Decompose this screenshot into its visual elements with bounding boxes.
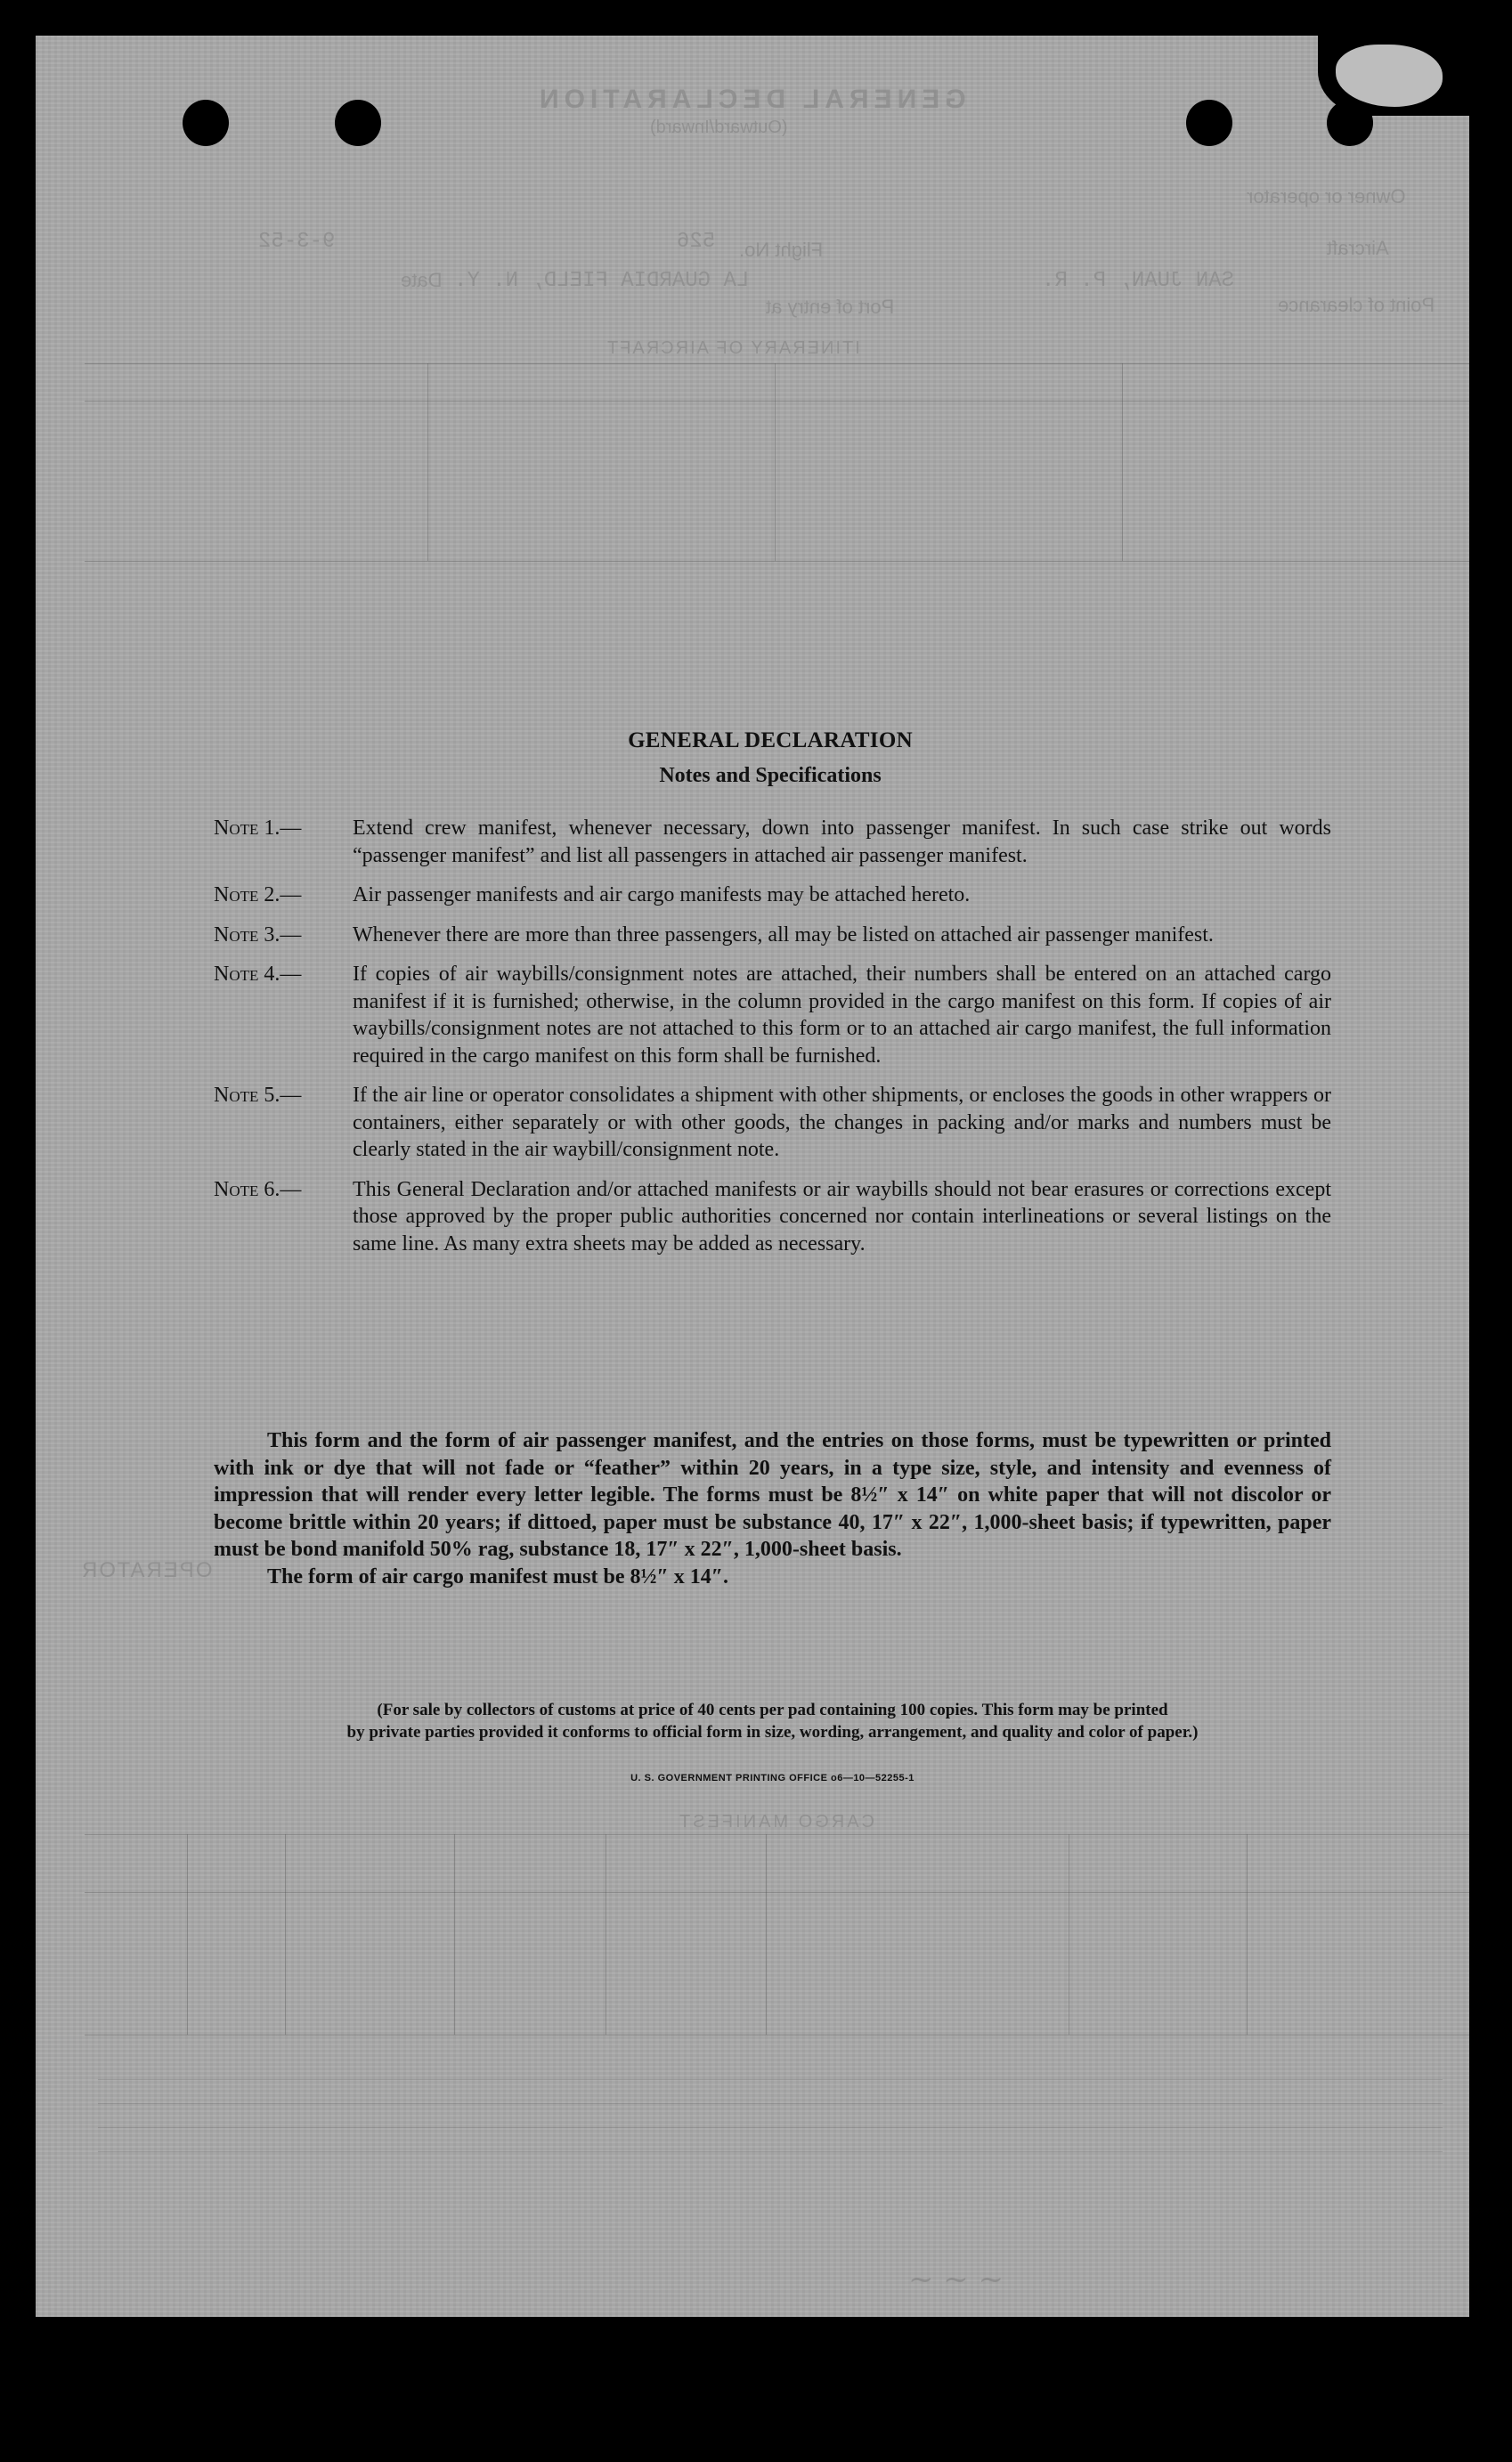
sale-notice	[214, 1699, 1331, 1743]
page-subtitle: Notes and Specifications	[659, 764, 882, 787]
show-through-field-flight: 526	[677, 230, 716, 254]
note-text: This General Declaration and/or attached manifests or air waybills should not bear erasures or corrections except those approved by the proper public authorities concerned nor contain interlineations or several listings on the same line. As many extra sheets may be added as necessary.	[353, 1177, 1331, 1255]
show-through-header-sub: (Outward/Inward)	[650, 118, 788, 137]
note-label: Note 2.	[214, 883, 280, 906]
note-6: Note 6.— This General Declaration and/or attached manifests or air waybills should not bear erasures or corrections except those approved by the proper public authorities concerned nor contain interlineations or several listings on the same line. As many extra sheets may be added as necessary.	[214, 1177, 1331, 1255]
show-through-port: Port of entry at	[766, 296, 895, 318]
note-label: Note 4.	[214, 963, 280, 986]
note-1: Note 1.— Extend crew manifest, whenever necessary, down into passenger manifest. In such case strike out words “passenger manifest” and list all passengers in attached air passenger manifest.	[214, 817, 1331, 867]
show-through-date: Date	[401, 269, 443, 291]
punch-hole	[335, 100, 381, 146]
show-through-flight: Flight No.	[739, 239, 824, 261]
punch-hole	[183, 100, 229, 146]
note-text: Whenever there are more than three passengers, all may be listed on attached air passenger manifest.	[353, 922, 1214, 947]
torn-corner	[1318, 36, 1469, 116]
show-through-aircraft: Aircraft	[1327, 237, 1389, 259]
note-text: Air passenger manifests and air cargo manifests may be attached hereto.	[353, 883, 971, 906]
document-page	[36, 36, 1469, 2317]
note-label: Note 3.	[214, 922, 280, 947]
form-requirements-paragraph	[214, 1427, 1331, 1590]
gpo-imprint: U. S. GOVERNMENT PRINTING OFFICE o6—10—52255-1	[630, 1773, 915, 1784]
note-2: Note 2.— Air passenger manifests and air cargo manifests may be attached hereto.	[214, 883, 971, 906]
note-label: Note 6.	[214, 1177, 280, 1201]
note-4: Note 4.— If copies of air waybills/consignment notes are attached, their numbers shall be entered on an attached cargo manifest if it is furnished; otherwise, in the column provided in the cargo manifest on this form. If copies of air waybills/consignment notes are not attached to this form or to an attached air cargo manifest, the full information required in the cargo manifest on this form shall be furnished.	[214, 963, 1331, 1068]
note-text: If copies of air waybills/consignment notes are attached, their numbers shall be entered on an attached cargo manifest if it is furnished; otherwise, in the column provided in the cargo manifest on this form. If copies of air waybills/consignment notes are not attached to this form or to an attached air cargo manifest, the full information required in the cargo manifest on this form shall be furnished.	[353, 963, 1331, 1068]
page-title: GENERAL DECLARATION	[628, 728, 913, 752]
note-label: Note 5.	[214, 1084, 280, 1107]
note-3: Note 3.— Whenever there are more than three passengers, all may be listed on attached air passenger manifest.	[214, 922, 1214, 947]
note-text: Extend crew manifest, whenever necessary, down into passenger manifest. In such case strike out words “passenger manifest” and list all passengers in attached air passenger manifest.	[353, 817, 1331, 867]
show-through-cargo: CARGO MANIFEST	[677, 1812, 875, 1832]
show-through-owner: Owner or operator	[1247, 185, 1406, 207]
show-through-header: GENERAL DECLARATION	[534, 85, 966, 114]
paragraph-text: This form and the form of air passenger manifest, and the entries on those forms, must be typewritten or printed with ink or dye that will not fade or “feather” within 20 years, in a type size, style, and intensity and evenness of impression that will render every letter legible. The forms must be 8½″ x 14″ on white paper that will not discolor or become brittle within 20 years; if dittoed, paper must be substance 40, 17″ x 22″, 1,000-sheet basis; if typewritten, paper must be bond manifold 50% rag, substance 18, 17″ x 22″, 1,000-sheet basis.	[214, 1429, 1331, 1561]
note-5: Note 5.— If the air line or operator consolidates a shipment with other shipments, or encloses the goods in other wrappers or containers, either separately or with other goods, the changes in packing and/or marks and numbers must be clearly stated in the air waybill/consignment note.	[214, 1084, 1331, 1161]
sale-line-1: (For sale by collectors of customs at price of 40 cents per pad containing 100 copies. This form may be printed	[377, 1701, 1168, 1719]
punch-hole	[1186, 100, 1232, 146]
show-through-field-to: LA GUARDIA FIELD, N. Y.	[454, 269, 750, 293]
show-through-itinerary: ITINERARY OF AIRCRAFT	[606, 338, 860, 358]
note-label: Note 1.	[214, 817, 280, 840]
paragraph-last-line: The form of air cargo manifest must be 8½″ x 14″.	[267, 1564, 728, 1589]
show-through-field-date: 9-3-52	[258, 230, 336, 254]
sale-line-2: by private parties provided it conforms to official form in size, wording, arrangement, and quality and color of paper.)	[346, 1723, 1199, 1742]
show-through-operator: OPERATOR	[80, 1558, 213, 1582]
signature-show-through: ~ ~ ~	[908, 2262, 1004, 2297]
show-through-field-port: SAN JUAN, P. R.	[1042, 269, 1235, 293]
show-through-point: Point of clearance	[1278, 294, 1435, 316]
note-text: If the air line or operator consolidates a shipment with other shipments, or encloses the goods in other wrappers or containers, either separately or with other goods, the changes in packing and/or marks and numbers must be clearly stated in the air waybill/consignment note.	[353, 1084, 1331, 1161]
notes-list	[214, 815, 1331, 1270]
